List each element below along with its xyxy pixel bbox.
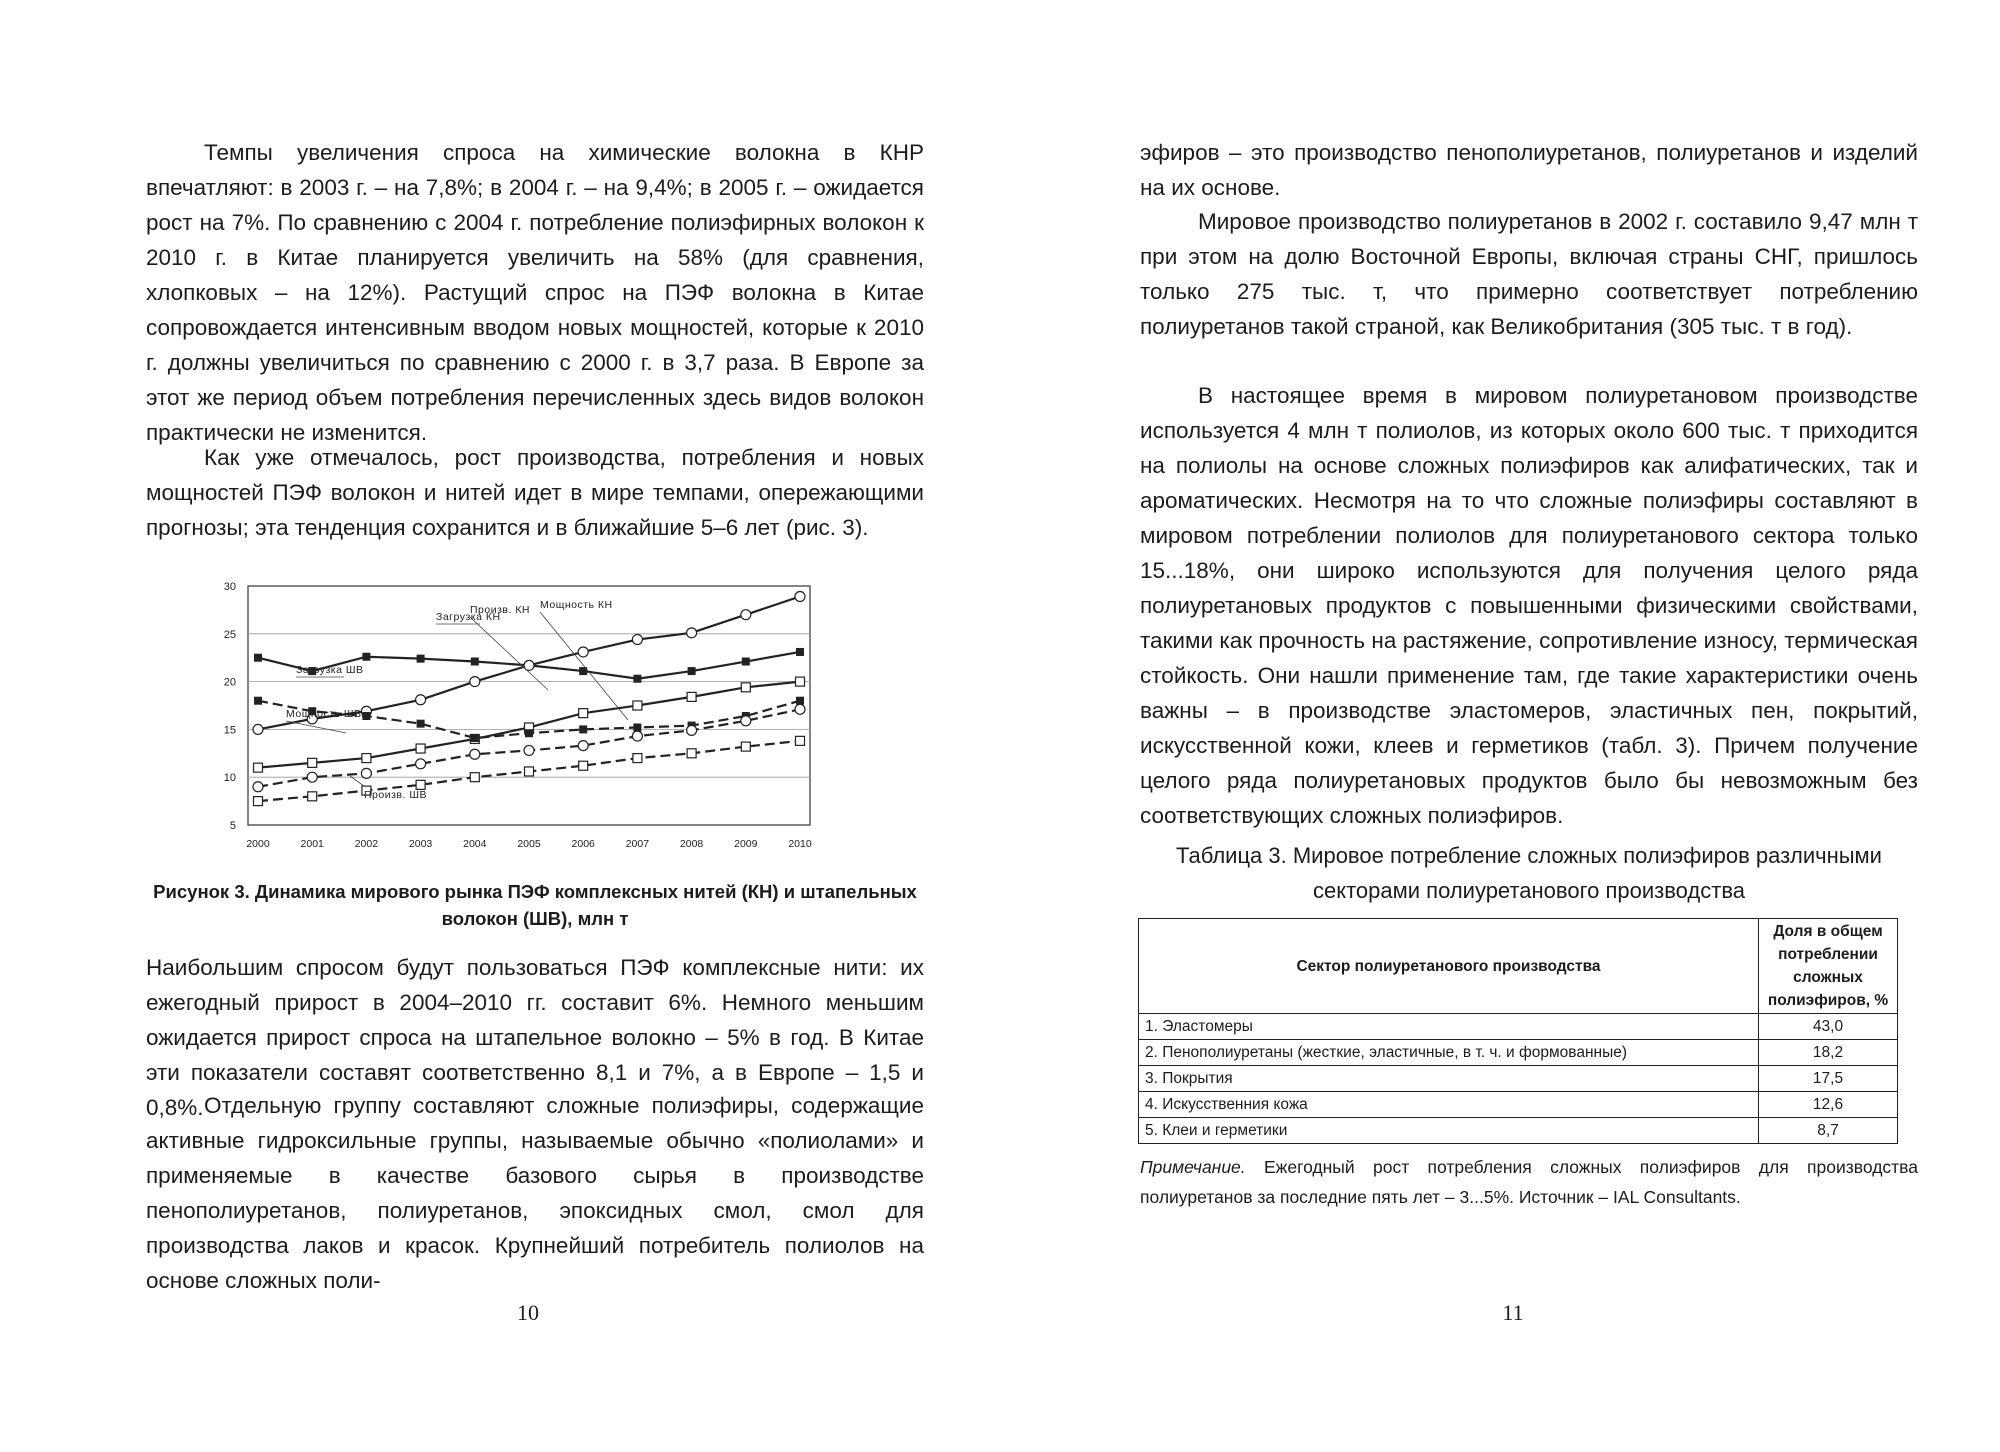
table-row: [1139, 1040, 1898, 1066]
data-point: [688, 667, 696, 675]
y-tick-label: 20: [223, 676, 236, 689]
data-point: [254, 654, 262, 662]
data-point: [470, 773, 479, 782]
x-tick-label: 2004: [463, 838, 487, 850]
page-number: 10: [517, 1300, 539, 1325]
data-point: [470, 749, 480, 759]
data-point: [362, 754, 371, 763]
x-tick-label: 2006: [571, 838, 595, 850]
data-point: [741, 716, 751, 726]
x-tick-label: 2000: [246, 838, 270, 850]
series-label: Мощность КН: [540, 599, 613, 611]
table-row: [1139, 1092, 1898, 1118]
data-point: [632, 731, 642, 741]
data-point: [524, 745, 534, 755]
data-point: [795, 704, 805, 714]
data-point: [417, 720, 425, 728]
table-cell: 43,0: [1759, 1014, 1898, 1040]
line-chart: [210, 568, 830, 858]
data-point: [687, 628, 697, 638]
data-point: [416, 744, 425, 753]
data-table: [1138, 918, 1898, 1144]
data-point: [525, 767, 534, 776]
table-row: [1139, 1118, 1898, 1144]
x-tick-label: 2002: [354, 838, 379, 850]
data-point: [361, 768, 371, 778]
table-cell: 17,5: [1759, 1066, 1898, 1092]
table-row: [1139, 1014, 1898, 1040]
data-point: [253, 724, 263, 734]
data-point: [254, 797, 263, 806]
series-label: Загрузка ШВ: [296, 664, 364, 676]
data-point: [633, 701, 642, 710]
data-point: [253, 782, 263, 792]
data-point: [471, 658, 479, 666]
x-tick-label: 2001: [300, 838, 324, 850]
series-label: Произв. КН: [470, 604, 531, 616]
table-note: [1140, 1152, 1918, 1212]
paragraph: Наибольшим спросом будут пользоваться ПЭФ комплексные нити: их ежегодный прирост в 2004–2010 гг. составит 6%. Немного меньшим ожидается прирост спроса на штапельное волокно – 5% в год. В Китае эти показатели составят соответственно 8,1 и 7%, а в Европе – 1,5 и 0,8%.: [146, 955, 924, 1120]
data-point: [254, 697, 262, 705]
series-label: Произв. ШВ: [364, 789, 427, 801]
column-header: Сектор полиуретанового производства: [1139, 919, 1759, 1014]
data-point: [632, 635, 642, 645]
data-point: [308, 758, 317, 767]
note-text: Ежегодный рост потребления сложных полиэфиров для производства полиуретанов за последние пять лет – 3...5%. Источник – IAL Consultants.: [1140, 1157, 1918, 1207]
data-point: [470, 677, 480, 687]
table-header-row: [1139, 919, 1898, 1014]
series-label: Мощность ШВ: [286, 708, 362, 720]
data-point: [362, 653, 370, 661]
data-point: [796, 697, 804, 705]
data-point: [687, 692, 696, 701]
data-point: [579, 725, 587, 733]
table-cell: 4. Искусственния кожа: [1139, 1092, 1759, 1118]
x-tick-label: 2008: [679, 838, 704, 850]
data-point: [362, 712, 370, 720]
paragraph: Мировое производство полиуретанов в 2002 г. составило 9,47 млн т при этом на долю Восточной Европы, включая страны СНГ, пришлось только 275 тыс. т, что примерно соответствует потреблению полиуретанов такой страной, как Великобритания (305 тыс. т в год).: [1140, 209, 1918, 339]
data-point: [741, 610, 751, 620]
data-point: [687, 749, 696, 758]
series-label-leader: [540, 612, 628, 720]
data-point: [416, 780, 425, 789]
data-point: [416, 759, 426, 769]
x-tick-label: 2005: [517, 838, 541, 850]
data-point: [741, 742, 750, 751]
table-cell: 12,6: [1759, 1092, 1898, 1118]
data-point: [307, 772, 317, 782]
table-title: Таблица 3. Мировое потребление сложных полиэфиров различными секторами полиуретанового производства: [1176, 843, 1882, 903]
data-point: [417, 655, 425, 663]
paragraph: эфиров – это производство пенополиуретанов, полиуретанов и изделий на их основе.: [1140, 140, 1918, 200]
data-point: [796, 677, 805, 686]
figure-caption: Рисунок 3. Динамика мирового рынка ПЭФ комплексных нитей (КН) и штапельных волокон (ШВ), млн т: [153, 881, 917, 929]
data-point: [633, 675, 641, 683]
data-point: [471, 734, 479, 742]
right-page: [1000, 0, 2000, 1452]
table-cell: 18,2: [1759, 1040, 1898, 1066]
x-tick-label: 2003: [408, 838, 433, 850]
series-label: Загрузка КН: [436, 611, 501, 623]
data-point: [633, 723, 641, 731]
data-point: [416, 695, 426, 705]
data-point: [578, 741, 588, 751]
y-tick-label: 25: [223, 628, 236, 641]
data-point: [742, 658, 750, 666]
data-point: [579, 761, 588, 770]
data-point: [525, 729, 533, 737]
x-tick-label: 2009: [734, 838, 758, 850]
chart-canvas: [210, 568, 830, 858]
table-cell: 5. Клеи и герметики: [1139, 1118, 1759, 1144]
data-point: [796, 736, 805, 745]
paragraph: Как уже отмечалось, рост производства, потребления и новых мощностей ПЭФ волокон и нитей идет в мире темпами, опережающими прогнозы; эта тенденция сохранится и в ближайшие 5–6 лет (рис. 3).: [146, 445, 924, 540]
paragraph: Темпы увеличения спроса на химические волокна в КНР впечатляют: в 2003 г. – на 7,8%; в 2004 г. – на 9,4%; в 2005 г. – ожидается рост на 7%. По сравнению с 2004 г. потребление полиэфирных волокон к 2010 г. в Китае планируется увеличить на 58% (для сравнения, хлопковых – на 12%). Растущий спрос на ПЭФ волокна в Китае сопровождается интенсивным вводом новых мощностей, которые к 2010 г. должны увеличиться по сравнению с 2000 г. в 3,7 раза. В Европе за этот же период объем потребления перечисленных здесь видов волокон практически не изменится.: [146, 140, 924, 445]
y-tick-label: 10: [223, 772, 236, 785]
y-tick-label: 5: [229, 820, 236, 832]
x-tick-label: 2007: [625, 838, 650, 850]
data-point: [633, 754, 642, 763]
data-point: [796, 648, 804, 656]
data-point: [795, 592, 805, 602]
table-cell: 3. Покрытия: [1139, 1066, 1759, 1092]
data-point: [687, 725, 697, 735]
table-row: [1139, 1066, 1898, 1092]
table-cell: 2. Пенополиуретаны (жесткие, эластичные, в т. ч. и формованные): [1139, 1040, 1759, 1066]
paragraph: В настоящее время в мировом полиуретановом производстве используется 4 млн т полиолов, из которых около 600 тыс. т приходится на полиолы на основе сложных полиэфиров как алифатических, так и ароматических. Несмотря на то что сложные полиэфиры составляют в мировом потреблении полиолов для полиуретанового сектора только 15...18%, они широко используются для получения целого ряда полиуретановых продуктов с повышенными физическими свойствами, такими как прочность на растяжение, сопротивление износу, термическая стойкость. Они нашли применение там, где такие характеристики очень важны – в производстве эластомеров, эластичных пен, покрытий, искусственной кожи, клеев и герметиков (табл. 3). Причем получение целого ряда полиуретановых продуктов было бы невозможным без соответствующих сложных полиэфиров.: [1140, 383, 1918, 828]
y-tick-label: 30: [223, 581, 236, 593]
paragraph: Отдельную группу составляют сложные полиэфиры, содержащие активные гидроксильные группы, называемые обычно «полиолами» и применяемые в качестве базового сырья в производстве пенополиуретанов, полиуретанов, эпоксидных смол, смол для производства лаков и красок. Крупнейший потребитель полиолов на основе сложных поли-: [146, 1093, 924, 1293]
column-header: Доля в общем потреблении сложных полиэфиров, %: [1759, 919, 1898, 1014]
data-point: [308, 792, 317, 801]
table-cell: 1. Эластомеры: [1139, 1014, 1759, 1040]
data-point: [579, 709, 588, 718]
data-point: [254, 763, 263, 772]
data-point: [741, 683, 750, 692]
table-cell: 8,7: [1759, 1118, 1898, 1144]
page-number: 11: [1502, 1300, 1524, 1325]
note-label: Примечание.: [1140, 1157, 1246, 1177]
x-tick-label: 2010: [788, 838, 812, 850]
y-tick-label: 15: [223, 724, 236, 737]
data-point: [578, 647, 588, 657]
